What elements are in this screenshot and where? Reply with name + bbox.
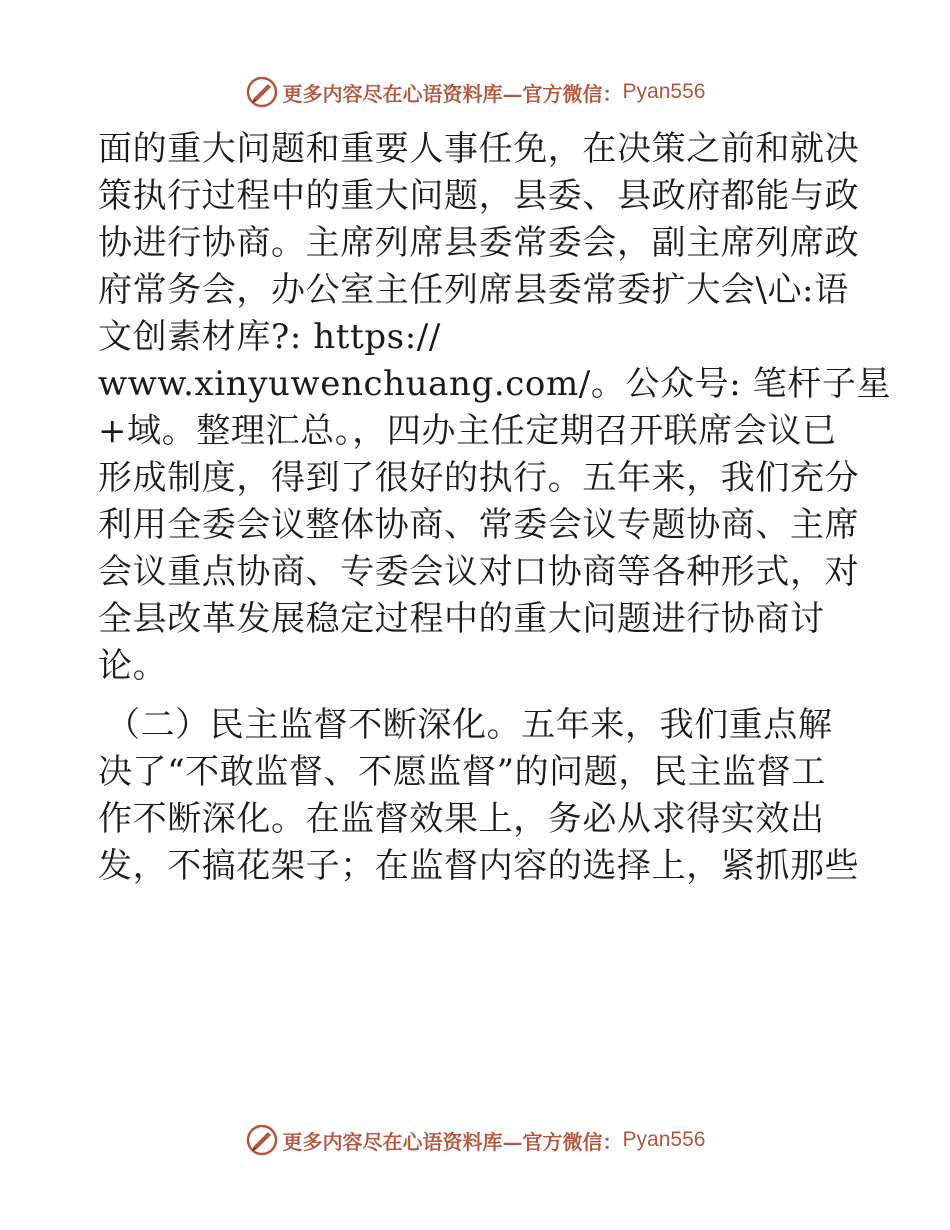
pen-logo-icon [245, 1123, 279, 1157]
banner-wechat-id: Pyan556 [622, 80, 706, 103]
text-line: 形成制度，得到了很好的执行。五年来，我们充分 [98, 458, 860, 498]
banner-text: 更多内容尽在心语资料库—官方微信： [282, 81, 623, 106]
text-line: 发，不搞花架子；在监督内容的选择上，紧抓那些 [98, 846, 860, 886]
text-line: 利用全委会议整体协商、常委会议专题协商、主席 [98, 505, 860, 545]
pen-logo-icon [245, 75, 279, 109]
text-line: 全县改革发展稳定过程中的重大问题进行协商讨 [98, 599, 825, 639]
text-line: 会议重点协商、专委会议对口协商等各种形式，对 [98, 552, 860, 592]
text-line: 策执行过程中的重大问题，县委、县政府都能与政 [98, 176, 860, 216]
text-line: 协进行协商。主席列席县委常委会，副主席列席政 [98, 223, 860, 263]
banner-wechat-id: Pyan556 [622, 1128, 706, 1151]
text-line: www.xinyuwenchuang.com/。公众号: 笔杆子星 [98, 364, 892, 404]
footer-banner [0, 1120, 950, 1160]
paragraph-2 [98, 702, 858, 890]
text-line: 面的重大问题和重要人事任免，在决策之前和就决 [98, 129, 860, 169]
text-line: 文创素材库?: https:// [98, 317, 441, 357]
paragraph-gap [98, 690, 858, 702]
paragraph-1 [98, 126, 892, 690]
document-body [98, 126, 892, 890]
header-banner [0, 72, 950, 112]
text-line: 府常务会，办公室主任列席县委常委扩大会\心:语 [98, 270, 849, 310]
text-line: 作不断深化。在监督效果上，务必从求得实效出 [98, 799, 825, 839]
text-line: 决了“不敢监督、不愿监督”的问题，民主监督工 [98, 752, 826, 792]
text-line: 论。 [98, 646, 168, 686]
text-line: （二）民主监督不断深化。五年来，我们重点解 [106, 705, 833, 745]
banner-text: 更多内容尽在心语资料库—官方微信： [282, 1129, 623, 1154]
text-line: +域。整理汇总。，四办主任定期召开联席会议已 [98, 411, 837, 451]
